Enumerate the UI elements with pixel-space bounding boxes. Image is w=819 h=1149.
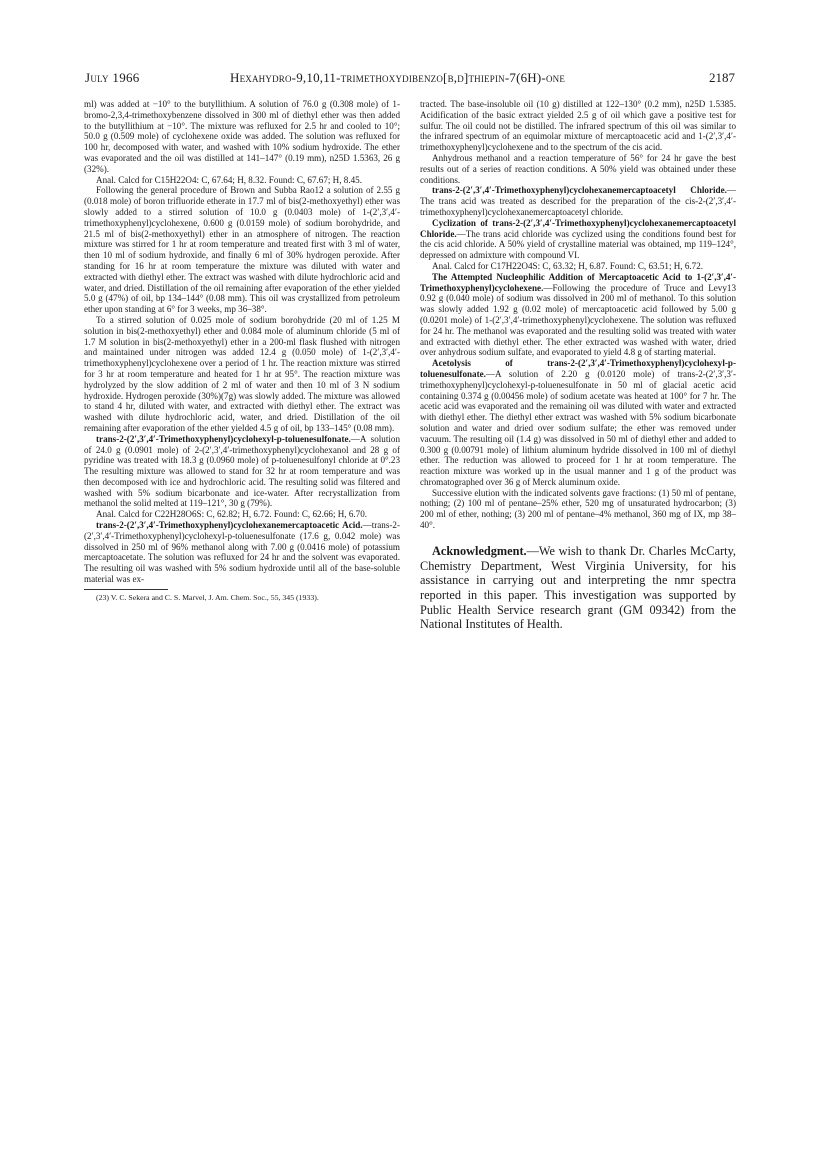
left-column [84, 99, 400, 602]
page-number: 2187 [709, 70, 735, 85]
running-header [85, 70, 735, 86]
section-heading: trans-2-(2′,3′,4′-Trimethoxyphenyl)cyclohexanemercaptoacetyl Chloride. [432, 185, 727, 196]
section-body: —A solution of 24.0 g (0.0901 mole) of 2-(2′,3′,4′-trimethoxyphenyl)cyclohexanol and 28 g of pyridine was treated with 18.3 g (0.0960 mole) of p-toluenesulfonyl chloride at 0°.23 The resulting mixture was allowed to stand for 32 hr at room temperature and was then decomposed with ice and hydrochloric acid. The resulting solid was filtered and washed with 5% sodium bicarbonate and ice-water. After recrystallization from methanol the solid melted at 119–121°, 30 g (79%). [84, 433, 400, 509]
analysis-paragraph: Anal. Calcd for C15H22O4: C, 67.64; H, 8.32. Found: C, 67.67; H, 8.45. [96, 174, 362, 185]
section-body: —The trans acid was treated as described for the preparation of the cis-2-(2′,3′,4′-trimethoxyphenyl)cyclohexanemercaptoacetyl chloride. [420, 185, 736, 217]
right-column [420, 99, 736, 632]
paragraph: Anhydrous methanol and a reaction temperature of 56° for 24 hr gave the best results out of a series of reaction conditions. A 50% yield was obtained under these conditions. [420, 152, 736, 185]
section-heading: trans-2-(2′,3′,4′-Trimethoxyphenyl)cyclohexanemercaptoacetic Acid. [96, 520, 363, 531]
section-body: —The trans acid chloride was cyclized using the conditions found best for the cis acid chloride. A 50% yield of crystalline material was obtained, mp 119–124°, depressed on admixture with compound VI. [420, 228, 736, 261]
section-body: —Following the procedure of Truce and Levy13 0.92 g (0.040 mole) of sodium was dissolved in 200 ml of methanol. To this solution was slowly added 1.92 g (0.02 mole) of mercaptoacetic acid followed by 5.00 g (0.0201 mole) of 1-(2′,3′,4′-trimethoxyphenyl)cyclohexene. The solution was refluxed for 24 hr. The methanol was evaporated and the resulting solid was treated with water and extracted with diethyl ether. The ether extracted was washed with water, dried over anhydrous sodium sulfate, and evaporated to yield 4.8 g of starting material. [420, 282, 736, 358]
section-heading: Cyclization of trans-2-(2′,3′,4′-Trimethoxyphenyl)cyclohexanemercaptoacetyl Chloride. [420, 217, 736, 239]
section-paragraph [420, 272, 736, 358]
header-date: July 1966 [85, 70, 140, 85]
section-heading: trans-2-(2′,3′,4′-Trimethoxyphenyl)cyclohexyl-p-toluenesulfonate. [96, 433, 351, 444]
header-title: Hexahydro-9,10,11-trimethoxydibenzo[b,d]thiepin-7(6H)-one [230, 70, 566, 85]
paragraph: To a stirred solution of 0.025 mole of sodium borohydride (20 ml of 1.25 M solution in bis(2-methoxyethyl) ether and 0.084 mole of aluminum chloride (5 ml of 1.7 M solution in bis(2-methoxyethyl) ether in a 200-ml flask flushed with nitrogen and maintained under nitrogen was added 12.4 g (0.050 mole) of 1-(2′,3′,4′-trimethoxyphenyl)cyclohexene over a period of 1 hr. The reaction mixture was stirred for 3 hr at room temperature and heated for 1 hr at 95°. The reaction mixture was hydrolyzed by the slow addition of 2 ml of water and then 10 ml of 3 N sodium hydroxide. Hydrogen peroxide (30%)(7g) was slowly added. The mixture was allowed to stand 4 hr, diluted with water, and extracted with diethyl ether. The extract was washed with dilute hydrochloric acid, water, and dried. Distillation of the oil remaining after evaporation of the ether yielded 4.5 g of oil, bp 133–145° (0.08 mm). [84, 314, 400, 433]
paragraph: ml) was added at −10° to the butyllithium. A solution of 76.0 g (0.308 mole) of 1-bromo-2,3,4-trimethoxybenzene dissolved in 300 ml of diethyl ether was then added to the butyllithium at −10°. The mixture was refluxed for 2.5 hr and cooled to 10°; 50.0 g (0.509 mole) of cyclohexene oxide was added. The solution was refluxed for 100 hr, decomposed with water, and washed with 10% sodium hydroxide. The ether was evaporated and the oil was distilled at 141–147° (0.19 mm), n25D 1.5363, 26 g (32%). [84, 99, 400, 174]
paragraph: tracted. The base-insoluble oil (10 g) distilled at 122–130° (0.2 mm), n25D 1.5385. Acidification of the basic extract yielded 2.5 g of oil which gave a positive test for sulfur. The oil could not be distilled. The infrared spectrum of this oil was similar to the infrared spectrum of an equimolar mixture of mercaptoacetic acid and 1-(2′,3′,4′-trimethoxyphenyl)cyclohexene and to the spectrum of the cis acid. [420, 99, 736, 153]
acknowledgment-body: —We wish to thank Dr. Charles McCarty, Chemistry Department, West Virginia University, for his assistance in carrying out and interpreting the nmr spectra reported in this paper. This investigation was supported by Public Health Service research grant (GM 09342) from the National Institutes of Health. [420, 543, 736, 632]
section-body: —trans-2-(2′,3′,4′-Trimethoxyphenyl)cyclohexyl-p-toluenesulfonate (17.6 g, 0.042 mole) was dissolved in 250 ml of 96% methanol along with 7.00 g (0.0416 mole) of potassium mercaptoacetate. The solution was refluxed for 24 hr and the solvent was evaporated. The resulting oil was washed with 5% sodium hydroxide until all of the base-soluble material was ex- [84, 520, 400, 585]
acknowledgment-paragraph [420, 544, 736, 632]
section-paragraph [420, 358, 736, 488]
analysis-paragraph: Anal. Calcd for C17H22O4S: C, 63.32; H, 6.87. Found: C, 63.51; H, 6.72. [432, 260, 704, 271]
section-paragraph [420, 185, 736, 217]
acknowledgment-heading: Acknowledgment. [432, 543, 527, 558]
footnote-divider [84, 589, 168, 590]
section-paragraph [420, 218, 736, 261]
section-heading: Acetolysis of trans-2-(2′,3′,4′-Trimethoxyphenyl)cyclohexyl-p-toluenesulfonate. [420, 358, 736, 379]
section-heading: The Attempted Nucleophilic Addition of Mercaptoacetic Acid to 1-(2′,3′,4′-Trimethoxyphenyl)cyclohexene. [420, 271, 736, 293]
section-paragraph [84, 434, 400, 510]
section-paragraph [84, 520, 400, 585]
paragraph: Successive elution with the indicated solvents gave fractions: (1) 50 ml of pentane, nothing; (2) 100 ml of pentane–25% ether, 520 mg of unsaturated hydrocarbon; (3) 200 ml of ether, nothing; (3) 200 ml of pentane–4% methanol, 360 mg of IX, mp 38–40°. [420, 487, 736, 531]
paragraph: Following the general procedure of Brown and Subba Rao12 a solution of 2.55 g (0.018 mole) of boron trifluoride etherate in 17.7 ml of bis(2-methoxyethyl) ether was slowly added to a stirred solution of 10.0 g (0.0403 mole) of 1-(2′,3′,4′-trimethoxyphenyl)cyclohexene, 0.600 g (0.0159 mole) of sodium borohydride, and 21.5 ml of bis(2-methoxyethyl) ether in an atmosphere of nitrogen. The reaction mixture was stirred for 1 hr at room temperature and treated first with 3 ml of water, then 10 ml of sodium hydroxide, and finally 6 ml of 30% hydrogen peroxide. After standing for 16 hr at room temperature the mixture was diluted with water and extracted with diethyl ether. The extract was washed with dilute hydrochloric acid and water, and dried. Distillation of the oil remaining after evaporation of the ether yielded 5.0 g (47%) of oil, bp 134–144° (0.08 mm). This oil was crystallized from petroleum ether upon standing at 6° for 3 weeks, mp 36–38°. [84, 185, 400, 315]
footnote: (23) V. C. Sekera and C. S. Marvel, J. Am. Chem. Soc., 55, 345 (1933). [96, 592, 319, 602]
section-body: —A solution of 2.20 g (0.0120 mole) of trans-2-(2′,3′,3′-trimethoxyphenyl)cyclohexyl-p-toluenesulfonate in 50 ml of glacial acetic acid containing 0.374 g (0.00456 mole) of sodium acetate was heated at 100° for 7 hr. The acetic acid was evaporated and the remaining oil was diluted with water and extracted with diethyl ether. The diethyl ether extract was washed with 5% sodium bicarbonate solution and water and dried over sodium sulfate; the ether was removed under vacuum. The resulting oil (1.4 g) was dissolved in 50 ml of diethyl ether and added to 0.300 g (0.00791 mole) of lithium aluminum hydride dissolved in 100 ml of diethyl ether. The reduction was allowed to proceed for 1 hr at room temperature. The reaction mixture was worked up in the usual manner and 1 g of the product was chromatographed over 36 g of Merck aluminum oxide. [420, 368, 736, 487]
analysis-paragraph: Anal. Calcd for C22H28O6S: C, 62.82; H, 6.72. Found: C, 62.66; H, 6.70. [96, 509, 368, 520]
